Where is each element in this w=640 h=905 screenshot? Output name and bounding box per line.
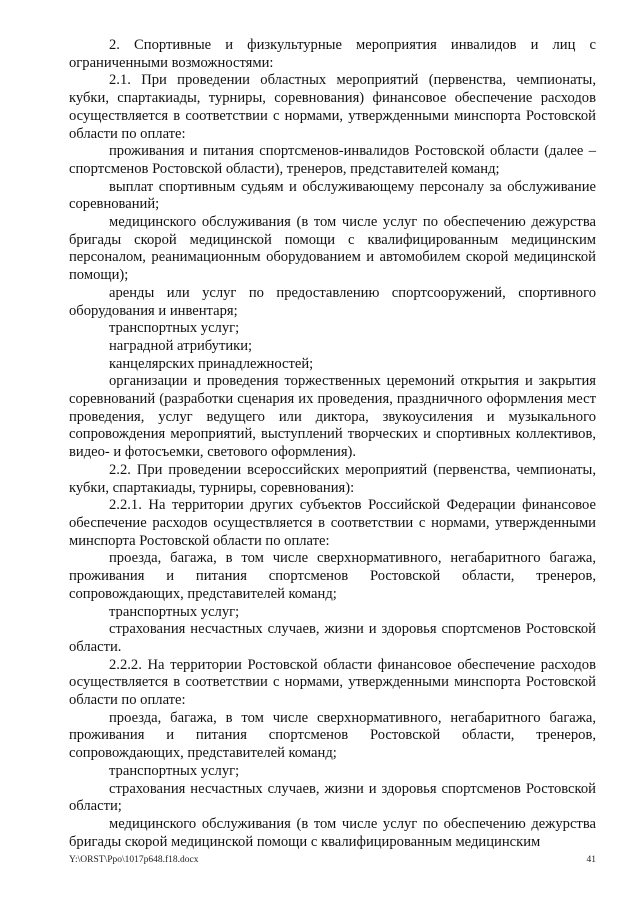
footer-file-path: Y:\ORST\Ppo\1017p648.f18.docx — [69, 855, 199, 865]
page-number: 41 — [586, 855, 596, 865]
paragraph-item-ceremonies: организации и проведения торжественных церемоний открытия и закрытия соревнований (разработки сценария их проведения, праздничного оформления мест проведения, услуг ведущего или диктора, звукоусиления и музыкального сопровождения мероприятий, выступлений творческих и спортивных коллективов, видео- и фотосъемки, светового оформления). — [69, 373, 596, 461]
document-body — [69, 37, 596, 851]
paragraph-2-2-1: 2.2.1. На территории других субъектов Российской Федерации финансовое обеспечение расходов осуществляется в соответствии с нормами, утвержденными минспорта Ростовской области по оплате: — [69, 497, 596, 549]
paragraph-item-travel: проезда, багажа, в том числе сверхнормативного, негабаритного багажа, проживания и питания спортсменов Ростовской области, тренеров, сопровождающих, представителей команд; — [69, 550, 596, 602]
page-footer — [69, 855, 596, 869]
paragraph-item-awards: наградной атрибутики; — [109, 337, 253, 354]
paragraph-item-transport: транспортных услуг; — [109, 320, 240, 337]
paragraph-item-transport-2: транспортных услуг; — [109, 603, 240, 620]
paragraph-item-rent: аренды или услуг по предоставлению спортсооружений, спортивного оборудования и инвентаря; — [69, 284, 596, 319]
paragraph-item-insurance: страхования несчастных случаев, жизни и здоровья спортсменов Ростовской области. — [69, 621, 596, 655]
paragraph-section-2-heading: 2. Спортивные и физкультурные мероприятия инвалидов и лиц с ограниченными возможностями: — [69, 37, 596, 71]
paragraph-item-stationery: канцелярских принадлежностей; — [109, 355, 314, 372]
paragraph-item-travel-2: проезда, багажа, в том числе сверхнормативного, негабаритного багажа, проживания и питания спортсменов Ростовской области, тренеров, сопровождающих, представителей команд; — [69, 709, 596, 762]
paragraph-2-1: 2.1. При проведении областных мероприятий (первенства, чемпионаты, кубки, спартакиады, турниры, соревнования) финансовое обеспечение расходов осуществляется в соответствии с нормами, утвержденными минспорта Ростовской области по оплате: — [69, 72, 596, 142]
paragraph-item-medical: медицинского обслуживания (в том числе услуг по обеспечению дежурства бригады скорой медицинской помощи с квалифицированным медицинским персоналом, реанимационным оборудованием и автомобилем скорой медицинской помощи); — [69, 214, 596, 284]
paragraph-item-insurance-2: страхования несчастных случаев, жизни и здоровья спортсменов Ростовской области; — [69, 780, 596, 815]
paragraph-item-judges: выплат спортивным судьям и обслуживающему персоналу за обслуживание соревнований; — [69, 178, 596, 213]
paragraph-item-accommodation: проживания и питания спортсменов-инвалидов Ростовской области (далее – спортсменов Ростовской области), тренеров, представителей команд; — [69, 143, 596, 177]
paragraph-2-2: 2.2. При проведении всероссийских мероприятий (первенства, чемпионаты, кубки, спартакиады, турниры, соревнования): — [69, 461, 596, 496]
paragraph-item-medical-2: медицинского обслуживания (в том числе услуг по обеспечению дежурства бригады скорой медицинской помощи с квалифицированным медицинским — [69, 815, 596, 850]
paragraph-2-2-2: 2.2.2. На территории Ростовской области финансовое обеспечение расходов осуществляется в соответствии с нормами, утвержденными минспорта Ростовской области по оплате: — [69, 656, 596, 709]
paragraph-item-transport-3: транспортных услуг; — [109, 762, 240, 779]
